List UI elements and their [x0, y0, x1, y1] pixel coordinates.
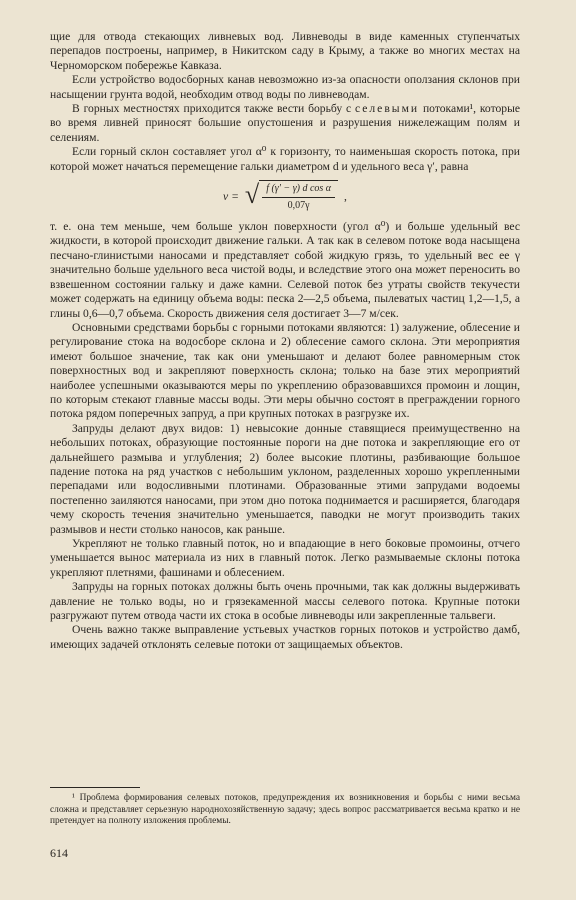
formula-tail: ,	[344, 189, 347, 203]
footnote: ¹ Проблема формирования селевых потоков, предупреждения их возникновения и борьбы с ними весьма сложна и представляет серьезную народнохозяйственную задачу; здесь вопрос рассматривается весьма кратко и не претендует на полноту изложения проблемы.	[50, 793, 520, 827]
paragraph: т. е. она тем меньше, чем больше уклон поверхности (угол α⁰) и больше удельный вес жидкости, в которой происходит движение гальки. А так как в селевом потоке вода насыщена песчано-глинистыми наносами и представляет собой жидкую грязь, то удельный вес ее γ значительно больше удельного веса чистой воды, и вследствие этого она может переносить во взвешенном состоянии гальку и даже камни. Селевой поток без утраты свойств текучести может содержать на единицу объема воды: песка 2—2,5 объема, пылеватых частиц 1,2—1,5, а глины 0,6—0,7 объема. Скорость движения селя достигает 3—7 м/сек.	[50, 220, 520, 320]
formula-lhs: v =	[223, 189, 239, 203]
paragraph: Если горный склон составляет угол α⁰ к горизонту, то наименьшая скорость потока, при которой может начаться перемещение гальки диаметром d и удельного веса γ′, равна	[50, 145, 520, 173]
square-root	[245, 180, 338, 215]
paragraph-end: потоками¹, которые во время ливней приносят большие опустошения и разрушения нижележащим полям и селениям.	[50, 102, 521, 144]
paragraph: Очень важно также выправление устьевых участков горных потоков и устройство дамб, имеющих задачей отклонять селевые потоки от защищаемых объектов.	[50, 623, 520, 651]
paragraph: Запруды делают двух видов: 1) невысокие донные ставящиеся преимущественно на небольших потоках, образующие постоянные пороги на дне потока и закрепляющие его от дальнейшего размыва и углубления; 2) более высокие плотины, разбивающие большое падение потока на ряд участков с небольшим уклоном, разделенных хорошо укрепленными перепадами или водосливными плотинами. Образованные этими запрудами водоемы постепенно заиляются наносами, при этом дно потока поднимается и расширяется, благодаря чему скорость течения значительно уменьшается, паводки не могут производить таких размывов и нести столько наносов, как раньше.	[50, 421, 520, 536]
emphasized-term: селевыми	[354, 102, 420, 116]
radical-sign-icon: √	[244, 179, 260, 209]
paragraph: Запруды на горных потоках должны быть очень прочными, так как должны выдерживать давление не только воды, но и грязекаменной массы селевого потока. Крупные потоки разгружают путем отвода части их стока в особые ливневоды или закрепленные тальвеги.	[50, 580, 520, 623]
paragraph: щие для отвода стекающих ливневых вод. Ливневоды в виде каменных ступенчатых перепадов построены, например, в Никитском саду в Крыму, а также во многих местах на Черноморском побережье Кавказа.	[50, 30, 520, 72]
paragraph-start: В горных местностях приходится также вести борьбу с	[72, 102, 352, 116]
paragraph: Основными средствами борьбы с горными потоками являются: 1) залужение, облесение и регулирование стока на водосборе склона и 2) облесение самого склона. Эти мероприятия имеют большое значение, так как они уменьшают и делают более равномерным сток поверхностных вод и закрепляют поверхность склона; только на базе этих мероприятий наиболее успешными оказываются меры по укреплению образовавшихся промоин и лощин, по которым стекают главные массы воды. Эти меры обычно состоят в преграждении горного потока рядом поперечных запруд, а при крупных потоках в разгрузке их.	[50, 320, 520, 421]
formula-fraction	[259, 180, 338, 215]
paragraph	[50, 102, 520, 145]
page-number: 614	[50, 846, 68, 860]
main-text	[50, 30, 520, 652]
footnote-divider	[50, 787, 140, 788]
formula-numerator: f (γ′ − γ) d cos α	[262, 181, 335, 198]
paragraph: Укрепляют не только главный поток, но и впадающие в него боковые промоины, отчего уменьшается вынос материала из них в главный поток. Легко размываемые склоны потока укрепляют плетнями, фашинами и облесением.	[50, 537, 520, 579]
velocity-formula	[50, 180, 520, 214]
formula-denominator: 0,07γ	[287, 200, 310, 212]
paragraph: Если устройство водосборных канав невозможно из-за опасности оползания склонов при насыщении грунта водой, необходим отвод воды по ливневодам.	[50, 73, 520, 101]
